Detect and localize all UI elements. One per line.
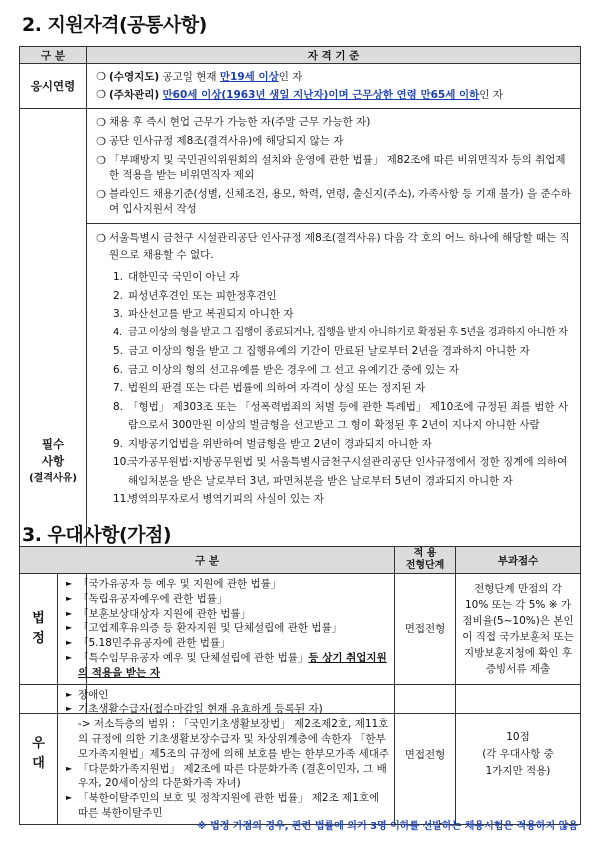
legal-items (58, 574, 395, 685)
general-requirements (87, 109, 580, 224)
legal-stage: 면접전형 (395, 574, 456, 685)
list-item: ► 「5.18민주유공자에 관한 법률」 (66, 637, 231, 650)
general-item: ❍ 채용 후 즉시 현업 근무가 가능한 자(주말 근무 가능한 자) (96, 116, 371, 129)
list-item: 11. 병역의무자로서 병역기피의 사실이 있는 자 (113, 493, 324, 505)
section3-title: 3. 우대사항(가점) (22, 524, 172, 546)
preference-table (19, 546, 581, 825)
list-item: ► 장애인 (66, 688, 109, 701)
disqualification-intro: ❍ 서울특별시 금천구 시설관리공단 인사규정 제8조(결격사유) 다음 각 호의 어느 하나에 해당할 때는 직원으로 채용할 수 없다. (96, 232, 570, 261)
list-item: 4. 금고 이상의 형을 받고 그 집행이 종료되거나, 집행을 받지 아니하기로 확정된 후 5년을 경과하지 아니한 자 (113, 326, 568, 338)
list-item: ► 「보훈보상대상자 지원에 관한 법률」 (66, 607, 252, 620)
header-stage: 적 용 전형단계 (395, 547, 456, 574)
list-item: ► 기초생활수급자(접수마감일 현재 유효하게 등록된 자) (66, 703, 323, 716)
age-label: 응시연령 (20, 64, 87, 109)
list-item: 1. 대한민국 국민이 아닌 자 (113, 271, 240, 283)
age-criteria (87, 64, 581, 109)
section2-title: 2. 지원자격(공통사항) (22, 14, 207, 36)
list-item: ► 「북한이탈주민의 보호 및 정착지원에 관한 법률」 제2조 제1호에 따른 북한이탈주민 (66, 792, 380, 819)
list-item: ► 「독립유공자예우에 관한 법률」 (66, 592, 228, 605)
list-item: 8. 「형법」 제303조 또는 「성폭력범죄의 처벌 등에 관한 특례법」 제10조에 규정된 죄를 범한 사람으로서 300만원 이상의 벌금형을 선고받고 그 형이 확정된 후 2년이 지나지 아니한 사람 (113, 400, 569, 431)
list-item: 2. 피성년후견인 또는 피한정후견인 (113, 289, 277, 302)
list-item: -> 저소득층의 범위 : 「국민기초생활보장법」 제2조제2호, 제11호의 규정에 의한 기초생활보장수급자 및 차상위계층에 속한자 「한부모가족지원법」제5조의 규정에 의해 보호를 받는 한부모가족 세대주 (78, 718, 390, 760)
age-item: ❍ (주차관리) 만60세 이상(1963년 생일 지난자)이며 근무상한 연령 만65세 이하인 자 (96, 88, 503, 101)
pref-stage: 면접전형 (395, 684, 456, 824)
header-category: 구 분 (20, 47, 87, 64)
header-score: 부과점수 (456, 547, 581, 574)
general-item: ❍ 공단 인사규정 제8조(결격사유)에 해당되지 않는 자 (96, 135, 344, 148)
disqualification-list (87, 224, 580, 513)
list-item: ► 「국가유공자 등 예우 및 지원에 관한 법률」 (66, 578, 282, 590)
pref-items (58, 684, 395, 824)
pref-label: 우 대 (20, 684, 58, 824)
general-item: ❍ 「부패방지 및 국민권익위원회의 설치와 운영에 관한 법률」 제82조에 따른 비위면직자 등의 취업제한 적용을 받는 비위면직자 제외 (96, 154, 566, 181)
list-item: 10. 국가공무원법·지방공무원법 및 서울특별시금천구시설관리공단 인사규정에서 정한 징계에 의하여 해임처분을 받은 날로부터 3년, 파면처분을 받은 날로부터 5년이 경과되지 아니한 자 (113, 456, 568, 487)
list-item: ► 「특수임무유공자 예우 및 단체설립에 관한 법률」등 상기 취업지원의 적용을 받는 자 (66, 651, 387, 679)
footnote: ※ 법정 가점의 경우, 관련 법률에 의거 3명 이하를 선발하는 채용시험은 적용하지 않음 (196, 821, 578, 832)
legal-score: 전형단계 만점의 각 10% 또는 각 5% ※ 가점비율(5~10%)은 본인이 직접 국가보훈처 또는 지방보훈지청에 확인 후 증빙서류 제출 (456, 574, 581, 685)
list-item: 5. 금고 이상의 형을 받고 그 집행유예의 기간이 만료된 날로부터 2년을 경과하지 아니한 자 (113, 345, 530, 357)
list-item: 6. 금고 이상의 형의 선고유예를 받은 경우에 그 선고 유예기간 중에 있는 자 (113, 363, 459, 376)
age-item: ❍ (수영지도) 공고일 현재 만19세 이상인 자 (96, 70, 303, 83)
legal-label: 법 정 (20, 574, 58, 685)
list-item: 9. 지방공기업법을 위반하여 벌금형을 받고 2년이 경과되지 아니한 자 (113, 437, 432, 450)
general-item: ❍ 블라인드 채용기준(성별, 신체조건, 용모, 학력, 연령, 출신지(주소), 가족사항 등 기재 불가) 을 준수하여 입사지원서 작성 (96, 188, 571, 215)
list-item: ► 「고엽제후유의증 등 환자지원 및 단체설립에 관한 법률」 (66, 622, 343, 635)
list-item: ► 「다문화가족지원법」 제2조에 따른 다문화가족 (결혼이민자, 그 배우자, 20세이상의 다문화가족 자녀) (66, 762, 387, 790)
header-category: 구 분 (20, 547, 395, 574)
header-criteria: 자 격 기 준 (87, 47, 581, 64)
required-label: 필수 사항 (결격사유) (20, 109, 87, 714)
list-item: 3. 파산선고를 받고 복권되지 아니한 자 (113, 308, 294, 320)
pref-score: 10점 (각 우대사항 중 1가지만 적용) (456, 684, 581, 824)
list-item: 7. 법원의 판결 또는 다른 법률에 의하여 자격이 상실 또는 정지된 자 (113, 382, 426, 394)
